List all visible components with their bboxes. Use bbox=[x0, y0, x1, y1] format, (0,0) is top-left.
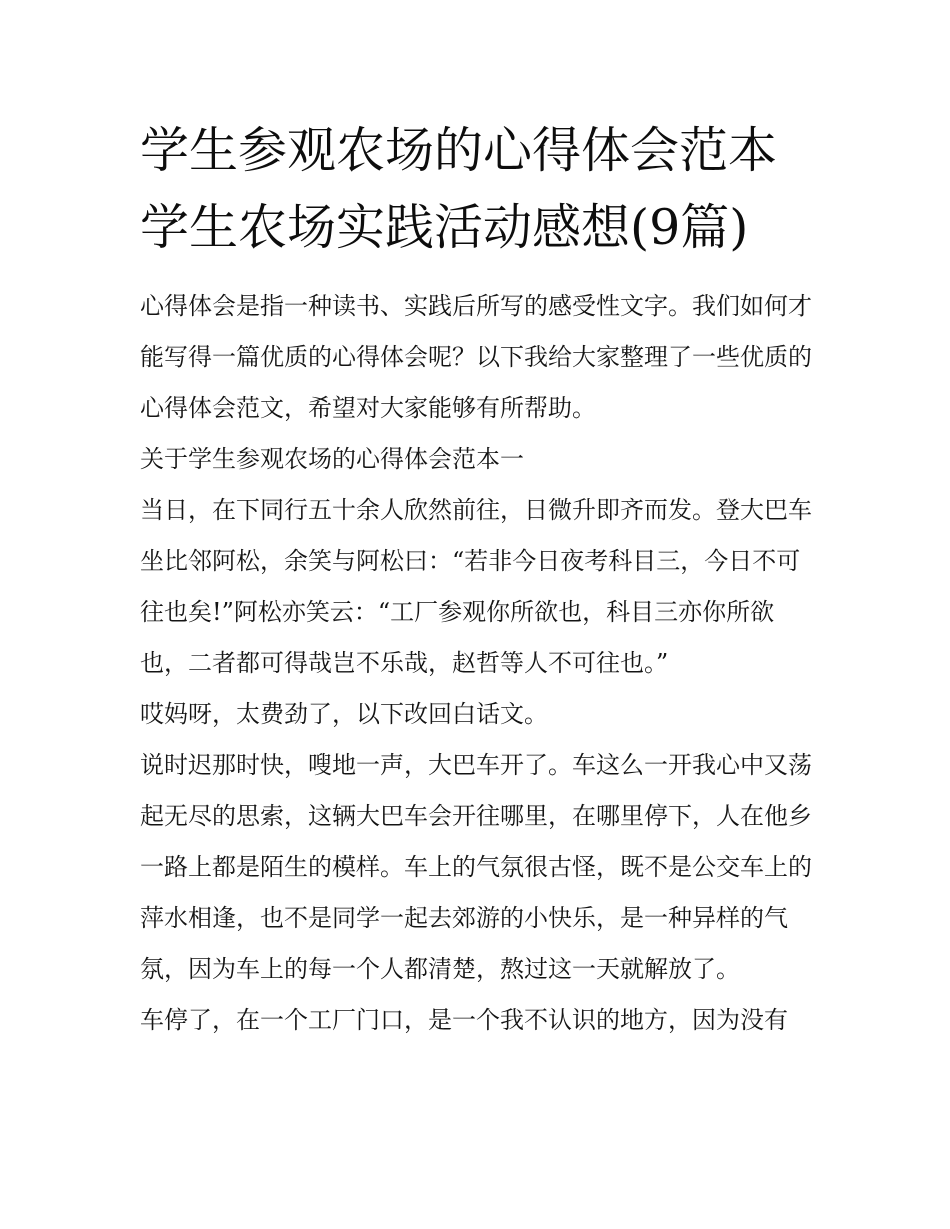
intro-paragraph: 心得体会是指一种读书、实践后所写的感受性文字。我们如何才能写得一篇优质的心得体会呢？以下我给大家整理了一些优质的心得体会范文，希望对大家能够有所帮助。 bbox=[140, 292, 812, 422]
body-paragraph: 哎妈呀，太费劲了，以下改回白话文。 bbox=[140, 700, 548, 728]
body-paragraph: 车停了，在一个工厂门口，是一个我不认识的地方，因为没有 bbox=[140, 1006, 788, 1034]
document-title: 学生参观农场的心得体会范本学生农场实践活动感想(9篇) bbox=[140, 122, 778, 256]
document-page bbox=[140, 112, 816, 1046]
body-paragraph: 当日，在下同行五十余人欣然前往，日微升即齐而发。登大巴车坐比邻阿松，余笑与阿松曰：“若非今日夜考科目三，今日不可往也矣!”阿松亦笑云：“工厂参观你所欲也，科目三亦你所欲也，二者都可得哉岂不乐哉，赵哲等人不可往也。” bbox=[140, 496, 812, 677]
section-heading: 关于学生参观农场的心得体会范本一 bbox=[140, 445, 524, 473]
body-paragraph: 说时迟那时快，嗖地一声，大巴车开了。车这么一开我心中又荡起无尽的思索，这辆大巴车会开往哪里，在哪里停下，人在他乡一路上都是陌生的模样。车上的气氛很古怪，既不是公交车上的萍水相逢，也不是同学一起去郊游的小快乐，是一种异样的气氛，因为车上的每一个人都清楚，熬过这一天就解放了。 bbox=[140, 751, 812, 983]
